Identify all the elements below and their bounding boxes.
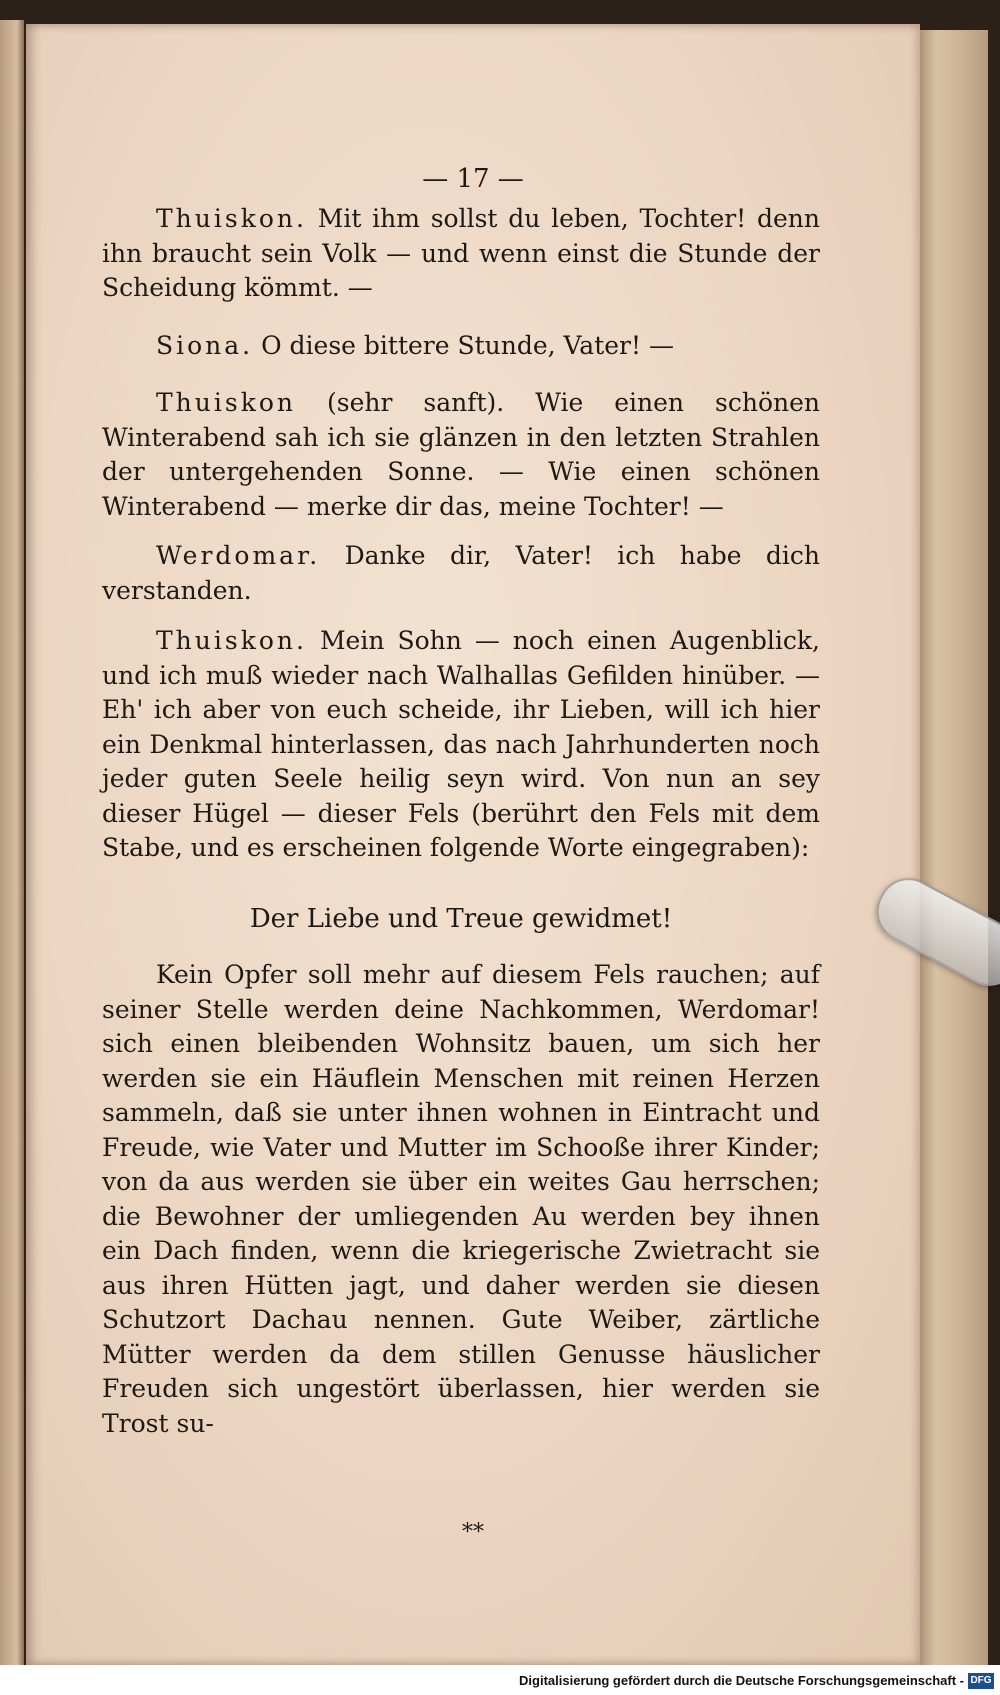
closing-paragraph [102,958,820,1441]
right-page-stack-edge [918,30,988,1665]
speaker-name: Werdomar. [156,541,321,570]
speaker-name: Thuiskon [156,388,297,417]
paragraph-text: (sehr sanft). Wie einen schönen Winterabend sah ich sie glänzen in den letzten Strahlen der untergehenden Sonne. — Wie einen schönen Winterabend — merke dir das, meine Tochter! — [102,388,820,521]
inscription: Der Liebe und Treue gewidmet! [249,904,673,934]
paragraph-text: Kein Opfer soll mehr auf diesem Fels rauchen; auf seiner Stelle werden deine Nachkommen, Werdomar! sich einen bleibenden Wohnsitz bauen, um sich her werden sie ein Häuflein Menschen mit reinen Herzen sammeln, daß sie unter ihnen wohnen in Eintracht und Freude, wie Vater und Mutter im Schooße ihrer Kinder; von da aus werden sie über ein weites Gau herrschen; die Bewohner der umliegenden Au werden bey ihnen ein Dach finden, wenn die kriegerische Zwietracht sie aus ihren Hütten jagt, und daher werden sie diesen Schutzort Dachau nennen. Gute Weiber, zärtliche Mütter werden da dem stillen Genusse häuslicher Freuden sich ungestört überlassen, hier werden sie Trost su- [102,960,820,1438]
signature-mark: ** [462,1520,484,1545]
paragraph-text: Danke dir, Vater! ich habe dich verstanden. [102,541,820,605]
paragraph-4 [102,539,820,608]
speaker-name: Thuiskon. [156,626,307,655]
paragraph-text: Mit ihm sollst du leben, Tochter! denn ihn braucht sein Volk — und wenn einst die Stunde der Scheidung kömmt. — [102,204,821,302]
page-number: — 17 — [422,164,524,194]
speaker-name: Siona. [156,331,254,360]
paragraph-text: O diese bittere Stunde, Vater! — [261,331,674,360]
footer-bar [0,1670,1000,1695]
left-page-edge [0,20,24,1665]
paragraph-text: Mein Sohn — noch einen Augenblick, und ich muß wieder nach Walhallas Gefilden hinüber. — Eh' ich aber von euch scheide, ihr Lieben, will ich hier ein Denkmal hinterlassen, das nach Jahrhunderten noch jeder guten Seele heilig seyn wird. Von nun an sey dieser Hügel — dieser Fels (berührt den Fels mit dem Stabe, und es erscheinen folgende Worte eingegraben): [102,626,820,862]
paragraph-5 [102,624,820,866]
speaker-name: Thuiskon. [156,204,307,233]
dfg-logo-icon: DFG [968,1673,994,1689]
book-page [26,24,920,1665]
paragraph-2 [102,329,820,364]
funding-credit: Digitalisierung gefördert durch die Deutsche Forschungsgemeinschaft - [519,1673,964,1688]
paragraph-3 [102,386,820,524]
paragraph-1 [102,202,820,306]
